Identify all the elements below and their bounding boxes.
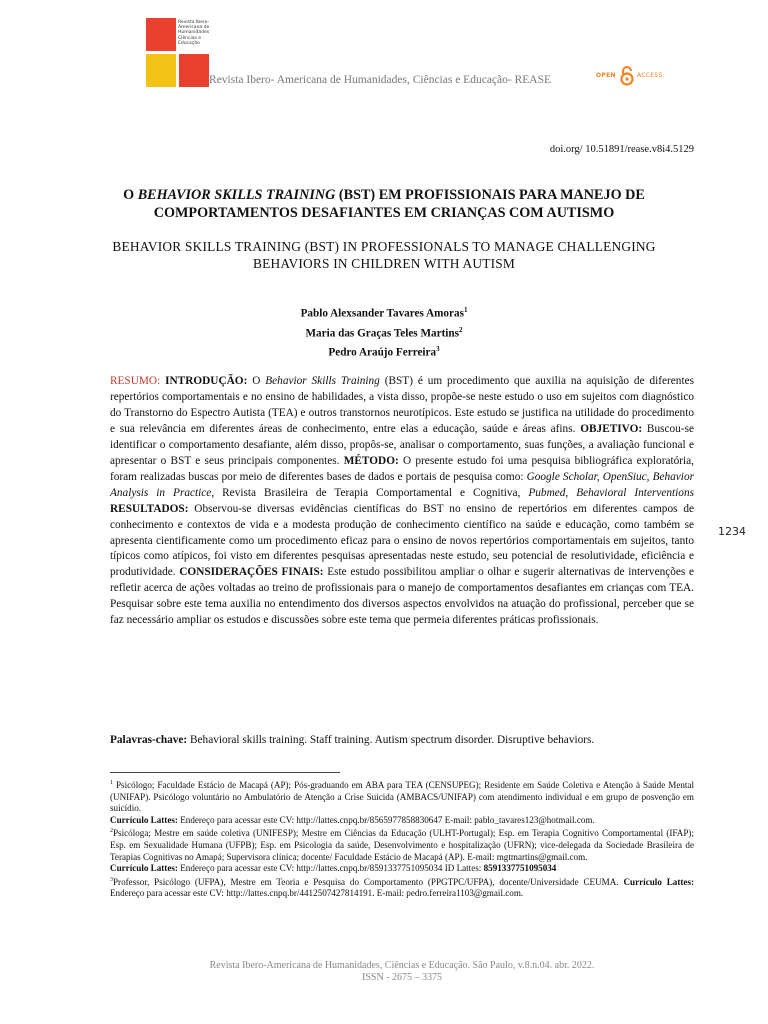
title-part-2: (BST) EM PROFISSIONAIS PARA MANEJO DE COMPORTAMENTOS DESAFIANTES EM CRIANÇAS COM AUTISMO bbox=[153, 187, 645, 221]
footer-citation: Revista Ibero-Americana de Humanidades, Ciências e Educação. São Paulo, v.8.n.04. abr. 2022. bbox=[209, 960, 595, 971]
logo-text: Revista Ibero- Americana de Humanidades Ciências e Educação bbox=[178, 20, 210, 46]
logo-square-red-bottom bbox=[179, 54, 209, 87]
logo-square-red-top bbox=[146, 18, 176, 51]
open-access-access-text: ACCESS bbox=[637, 72, 663, 79]
journal-logo bbox=[146, 18, 208, 88]
author: Pablo Alexsander Tavares Amoras$^1$ bbox=[300, 306, 468, 320]
footer-issn: ISSN - 2675 – 3375 bbox=[361, 972, 442, 983]
open-access-lock-icon bbox=[620, 66, 634, 86]
results-label: RESULTADOS: bbox=[110, 502, 189, 515]
page-number: 1234 bbox=[718, 525, 746, 538]
intro-label: INTRODUÇÃO: bbox=[165, 375, 248, 387]
footnote-3: $^3$Professor, Psicólogo (UFPA), Mestre em Teoria e Pesquisa do Comportamento (PPGTPC/UFPA), docente/Universidade CEUMA. Currículo Lattes: Endereço para acessar este CV: http://lattes.cnpq.br/4412507427814191. E-mail: pedro.ferreira1103@gmail.com. bbox=[110, 876, 695, 899]
open-access-open-text: OPEN bbox=[596, 72, 616, 79]
article-title bbox=[100, 186, 668, 222]
doi-link[interactable]: doi.org/ 10.51891/rease.v8i4.5129 bbox=[549, 144, 694, 155]
method-label: MÉTODO: bbox=[343, 454, 399, 467]
abstract-label: RESUMO: bbox=[110, 375, 161, 387]
page-footer bbox=[110, 960, 694, 984]
footnotes bbox=[110, 778, 694, 900]
author-list bbox=[100, 302, 668, 361]
footnote-2: $^2$Psicóloga; Mestre em saúde coletiva (UNIFESP); Mestre em Ciências da Educação (ULHT-Portugal); Esp. em Terapia Cognitivo Comportamental (IFAP); Esp. em Sexualidade Humana (UFPB); Esp. em Psicologia da saúde, Desenvolvimento e hospitalização (UFRN); vice-delegada da Sociedade Brasileira de Terapias Cognitivas no Amapá; Supervisora clínica; docente/ Faculdade Estácio de Macapá (AP). E-mail: mgtmartins@gmail.com. bbox=[110, 828, 694, 862]
keywords-label: Palavras-chave: bbox=[110, 734, 188, 746]
author: Pedro Araújo Ferreira$^3$ bbox=[328, 345, 440, 360]
keywords: Palavras-chave: Behavioral skills training. Staff training. Autism spectrum disorder. Disruptive behaviors. bbox=[110, 734, 595, 746]
title-italic: BEHAVIOR SKILLS TRAINING bbox=[137, 187, 336, 203]
title-part-1: O bbox=[123, 187, 138, 203]
conclusions-label: CONSIDERAÇÕES FINAIS: bbox=[179, 566, 324, 579]
abstract: RESUMO: INTRODUÇÃO: O Behavior Skills Training (BST) é um procedimento que auxilia na aquisição de diferentes repertórios comportamentais e no ensino de habilidades, a vista disso, propõe-se neste estudo o uso em sujeitos com diagnóstico do Transtorno do Espectro Autista (TEA) e outros transtornos neurotípicos. Este estudo se justifica na utilidade do procedimento e sua relevância em diferentes áreas de conhecimento, entre elas a educação, saúde e áreas afins. OBJETIVO: Buscou-se identificar o comportamento desafiante, além disso, propôs-se, analisar o comportamento, suas funções, a avaliação funcional e apresentar o BST e seus principais componentes. MÉTODO: O presente estudo foi uma pesquisa bibliográfica exploratória, foram realizadas buscas por meio de diferentes bases de dados e portais de pesquisa como: Google Scholar, OpenSiuc, Behavior Analysis in Practice, Revista Brasileira de Terapia Comportamental e Cognitiva, Pubmed, Behavioral Interventions RESULTADOS: Observou-se diversas evidências científicas do BST no ensino de repertórios em diferentes campos de conhecimento e contextos de vida e a modesta produção de conhecimento científico na saúde e educação, como também se apresenta cientificamente como um procedimento eficaz para o ensino de novos repertórios comportamentais em sujeitos, tanto típicos como atípicos, foi visto em diferentes pesquisas apresentadas neste estudo, seu potencial de resolutividade, eficiência e produtividade. CONSIDERAÇÕES FINAIS: Este estudo possibilitou ampliar o olhar e sugerir alternativas de intervenções e refletir acerca de ações voltadas ao treino de profissionais para o manejo de comportamentos desafiantes em crianças com TEA. Pesquisar sobre este tema auxilia no entendimento dos diversos aspectos envolvidos na atuação do profissional, perceber que se faz necessário ampliar os estudos e discussões sobre este tema que permeia diferentes práticas profissionais. bbox=[110, 375, 695, 627]
article-subtitle-english: BEHAVIOR SKILLS TRAINING (BST) IN PROFESSIONALS TO MANAGE CHALLENGING BEHAVIORS IN CHILDREN WITH AUTISM bbox=[112, 239, 656, 271]
footnote-1: $^1$ Psicólogo; Faculdade Estácio de Macapá (AP); Pós-graduando em ABA para TEA (CENSUPEG); Residente em Saúde Coletiva e Atenção à Saúde Mental (UNIFAP). Psicólogo voluntário no Ambulatório de Atenção a Crise Suicida (AMBACS/UNIFAP) com atendimento individual e em grupo de posvenção em suicídio. bbox=[110, 780, 694, 814]
objective-label: OBJETIVO: bbox=[580, 422, 643, 435]
logo-square-yellow bbox=[146, 54, 176, 87]
journal-name: Revista Ibero- Americana de Humanidades, Ciências e Educação- REASE bbox=[209, 74, 552, 86]
footnote-1-cv: Currículo Lattes: Endereço para acessar este CV: http://lattes.cnpq.br/8565977858830647 E-mail: pablo_tavares123@hotmail.com. bbox=[110, 814, 595, 825]
footnote-2-cv: Currículo Lattes: Endereço para acessar este CV: http://lattes.cnpq.br/8591337751095034 ID Lattes: 8591337751095034 bbox=[110, 863, 557, 874]
footnote-divider bbox=[110, 772, 340, 773]
author: Maria das Graças Teles Martins$^2$ bbox=[305, 325, 463, 340]
